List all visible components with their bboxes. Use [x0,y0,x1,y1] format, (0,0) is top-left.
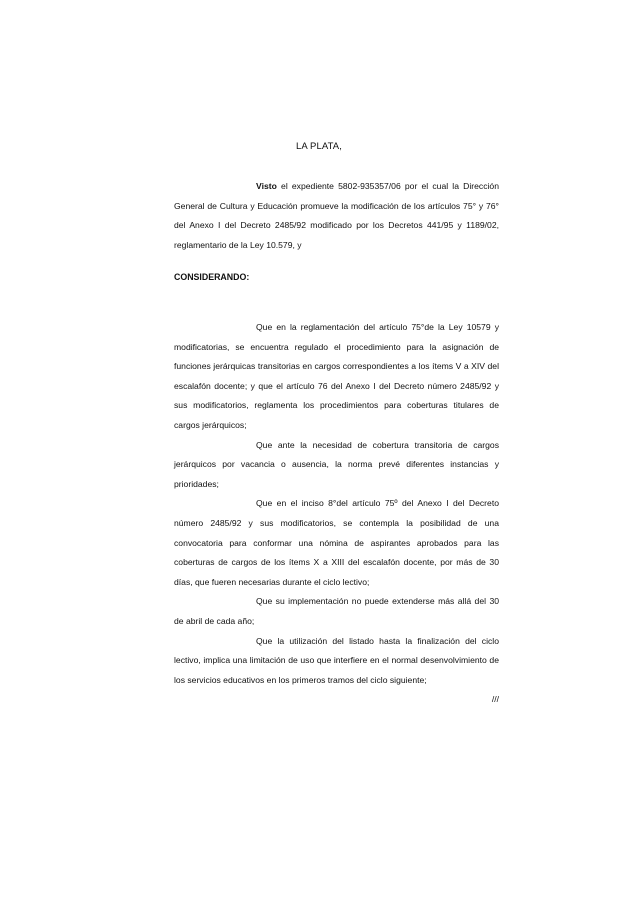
visto-paragraph [174,177,499,255]
considerando-title: CONSIDERANDO: [174,272,250,282]
continuation-mark: /// [491,694,499,705]
considerando-paragraph-3: Que en el inciso 8°del artículo 75º del Anexo I del Decreto número 2485/92 y sus modificatorios, se contempla la posibilidad de una convocatoria para conformar una nómina de aspirantes aprobados para las coberturas de cargos de los ítems X a XIII del escalafón docente, por más de 30 días, que fueren necesarias durante el ciclo lectivo; [174,498,499,587]
considerando-paragraph-2: Que ante la necesidad de cobertura transitoria de cargos jerárquicos por vacancia o ausencia, la norma prevé diferentes instancias y prioridades; [174,439,499,489]
considerando-paragraph-5 [174,632,499,705]
visto-section [174,177,499,255]
visto-lead: Visto [256,181,277,191]
visto-text: el expediente 5802-935357/06 por el cual la Dirección General de Cultura y Educación promueve la modificación de los artículos 75° y 76° del Anexo I del Decreto 2485/92 modificado por los Decretos 441/95 y 1189/02, reglamentario de la Ley 10.579, y [174,181,499,250]
considerando-section [174,318,499,710]
considerando-paragraph-5-text: Que la utilización del listado hasta la finalización del ciclo lectivo, implica una limitación de uso que interfiere en el normal desenvolvimiento de los servicios educativos en los primeros tramos del ciclo siguiente; [174,635,499,685]
considerando-paragraph-1: Que en la reglamentación del artículo 75°de la Ley 10579 y modificatorias, se encuentra regulado el procedimiento para la asignación de funciones jerárquicas transitorias en cargos correspondientes a los ítems V a XIV del escalafón docente; y que el artículo 76 del Anexo I del Decreto número 2485/92 y sus modificatorios, reglamenta los procedimientos para coberturas titulares de cargos jerárquicos; [174,322,499,430]
place-date-heading: LA PLATA, [296,141,342,152]
considerando-paragraph-4: Que su implementación no puede extenderse más allá del 30 de abril de cada año; [174,596,499,626]
